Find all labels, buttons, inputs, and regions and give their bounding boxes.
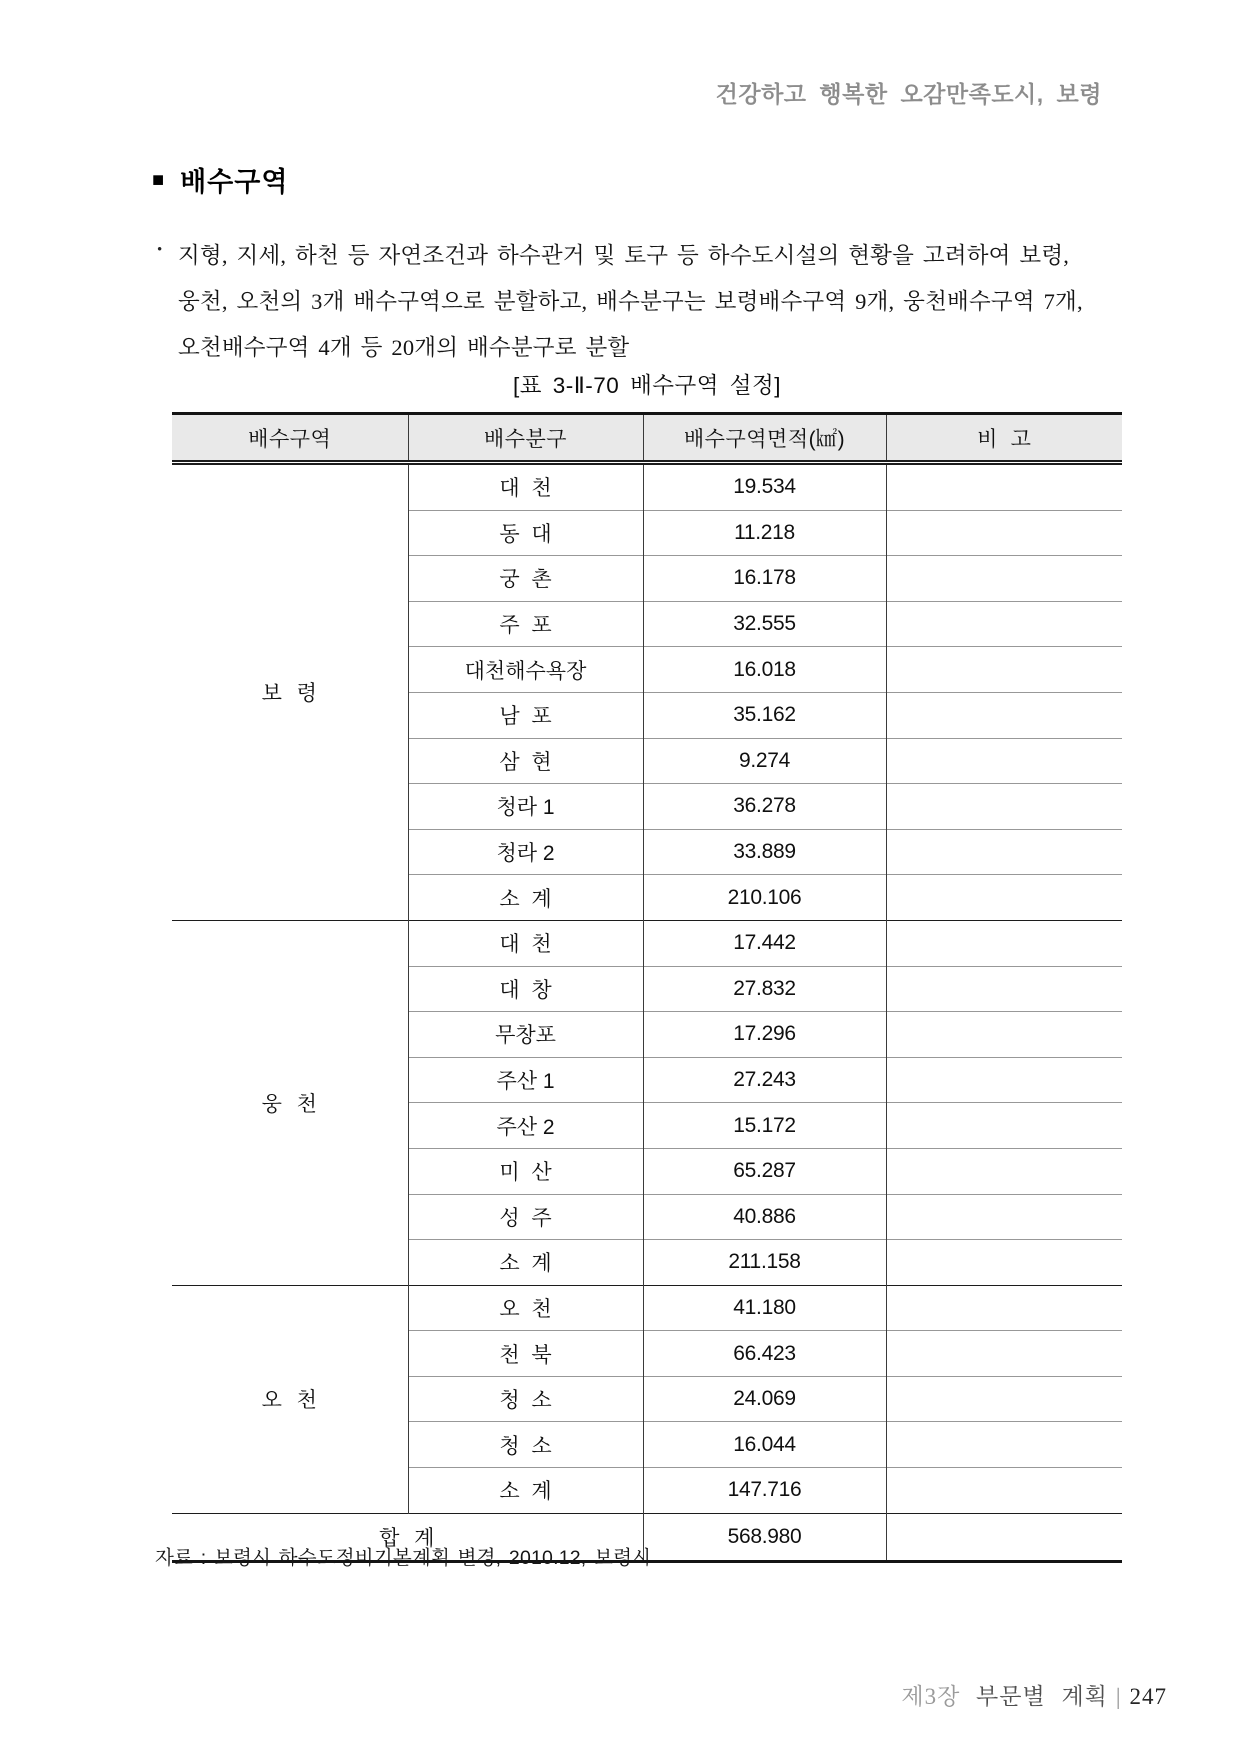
- col-header-note: 비 고: [886, 414, 1122, 463]
- section-heading: [152, 160, 288, 199]
- area-cell: 19.534: [643, 463, 886, 511]
- square-bullet-icon: ■: [152, 168, 165, 191]
- area-cell: 16.178: [643, 556, 886, 602]
- note-cell: [886, 1331, 1122, 1377]
- area-cell: 27.832: [643, 966, 886, 1012]
- note-cell: [886, 829, 1122, 875]
- footer-page-number: 247: [1129, 1684, 1167, 1709]
- table-body: [172, 463, 1122, 1562]
- district-cell: 웅 천: [172, 920, 408, 1285]
- area-cell: 16.044: [643, 1422, 886, 1468]
- subdistrict-cell: 대 천: [408, 463, 643, 511]
- paragraph-line: 지형, 지세, 하천 등 자연조건과 하수관거 및 토구 등 하수도시설의 현황을 고려하여 보령,: [178, 243, 1070, 268]
- footer-section: 부문별 계획: [976, 1684, 1108, 1709]
- area-cell: 32.555: [643, 601, 886, 647]
- note-cell: [886, 920, 1122, 966]
- subdistrict-cell: 소 계: [408, 1468, 643, 1514]
- note-cell: [886, 1422, 1122, 1468]
- paragraph-line: 오천배수구역 4개 등 20개의 배수분구로 분할: [178, 335, 630, 360]
- footer-chapter: 제3장: [901, 1684, 961, 1709]
- note-cell: [886, 1103, 1122, 1149]
- table-row: [172, 920, 1122, 966]
- paragraph-line: 웅천, 오천의 3개 배수구역으로 분할하고, 배수분구는 보령배수구역 9개, 웅천배수구역 7개,: [178, 289, 1083, 314]
- note-cell: [886, 510, 1122, 556]
- area-cell: 33.889: [643, 829, 886, 875]
- area-cell: 66.423: [643, 1331, 886, 1377]
- page-footer: [901, 1678, 1167, 1711]
- col-header-district: 배수구역: [172, 414, 408, 463]
- footer-separator: |: [1115, 1684, 1122, 1709]
- subdistrict-cell: 동 대: [408, 510, 643, 556]
- subdistrict-cell: 청 소: [408, 1376, 643, 1422]
- note-cell: [886, 1240, 1122, 1286]
- subdistrict-cell: 청 소: [408, 1422, 643, 1468]
- area-cell: 210.106: [643, 875, 886, 921]
- subdistrict-cell: 궁 촌: [408, 556, 643, 602]
- note-cell: [886, 1285, 1122, 1331]
- note-cell: [886, 601, 1122, 647]
- subdistrict-cell: 대천해수욕장: [408, 647, 643, 693]
- subdistrict-cell: 대 천: [408, 920, 643, 966]
- table-row: [172, 463, 1122, 511]
- subdistrict-cell: 청라 2: [408, 829, 643, 875]
- note-cell: [886, 875, 1122, 921]
- district-cell: 오 천: [172, 1285, 408, 1513]
- subdistrict-cell: 무창포: [408, 1012, 643, 1058]
- note-cell: [886, 1012, 1122, 1058]
- area-cell: 36.278: [643, 784, 886, 830]
- area-cell: 41.180: [643, 1285, 886, 1331]
- note-cell: [886, 1376, 1122, 1422]
- subdistrict-cell: 남 포: [408, 692, 643, 738]
- note-cell: [886, 784, 1122, 830]
- section-title: 배수구역: [180, 167, 289, 197]
- subdistrict-cell: 성 주: [408, 1194, 643, 1240]
- table-row: [172, 1285, 1122, 1331]
- note-cell: [886, 1057, 1122, 1103]
- subdistrict-cell: 삼 현: [408, 738, 643, 784]
- area-cell: 27.243: [643, 1057, 886, 1103]
- note-cell: [886, 463, 1122, 511]
- area-cell: 11.218: [643, 510, 886, 556]
- area-cell: 35.162: [643, 692, 886, 738]
- total-note-cell: [886, 1513, 1122, 1561]
- note-cell: [886, 1194, 1122, 1240]
- area-cell: 147.716: [643, 1468, 886, 1514]
- subdistrict-cell: 주 포: [408, 601, 643, 647]
- area-cell: 211.158: [643, 1240, 886, 1286]
- col-header-area: 배수구역면적(㎢): [643, 414, 886, 463]
- bullet-icon: •: [157, 242, 163, 258]
- area-cell: 9.274: [643, 738, 886, 784]
- total-label-cell: 합 계: [172, 1513, 643, 1561]
- subdistrict-cell: 청라 1: [408, 784, 643, 830]
- subdistrict-cell: 미 산: [408, 1148, 643, 1194]
- subdistrict-cell: 주산 2: [408, 1103, 643, 1149]
- note-cell: [886, 1468, 1122, 1514]
- note-cell: [886, 692, 1122, 738]
- table-caption: [표 3-Ⅱ-70 배수구역 설정]: [512, 373, 781, 398]
- note-cell: [886, 738, 1122, 784]
- body-paragraph: [155, 233, 1107, 371]
- subdistrict-cell: 소 계: [408, 1240, 643, 1286]
- subdistrict-cell: 소 계: [408, 875, 643, 921]
- subdistrict-cell: 천 북: [408, 1331, 643, 1377]
- total-area-cell: 568.980: [643, 1513, 886, 1561]
- district-cell: 보 령: [172, 463, 408, 921]
- running-header: 건강하고 행복한 오감만족도시, 보령: [715, 81, 1102, 107]
- note-cell: [886, 1148, 1122, 1194]
- note-cell: [886, 647, 1122, 693]
- note-cell: [886, 966, 1122, 1012]
- area-cell: 16.018: [643, 647, 886, 693]
- drainage-table: [172, 412, 1122, 1563]
- area-cell: 40.886: [643, 1194, 886, 1240]
- table-header-row: [172, 414, 1122, 463]
- area-cell: 15.172: [643, 1103, 886, 1149]
- col-header-subdistrict: 배수분구: [408, 414, 643, 463]
- subdistrict-cell: 주산 1: [408, 1057, 643, 1103]
- area-cell: 17.296: [643, 1012, 886, 1058]
- source-note: 자료 : 보령시 하수도정비기본계획 변경, 2010.12, 보령시: [155, 1547, 652, 1569]
- note-cell: [886, 556, 1122, 602]
- paragraph-lines: [178, 233, 1107, 371]
- area-cell: 24.069: [643, 1376, 886, 1422]
- area-cell: 17.442: [643, 920, 886, 966]
- subdistrict-cell: 오 천: [408, 1285, 643, 1331]
- drainage-table-wrap: [172, 412, 1122, 1563]
- subdistrict-cell: 대 창: [408, 966, 643, 1012]
- area-cell: 65.287: [643, 1148, 886, 1194]
